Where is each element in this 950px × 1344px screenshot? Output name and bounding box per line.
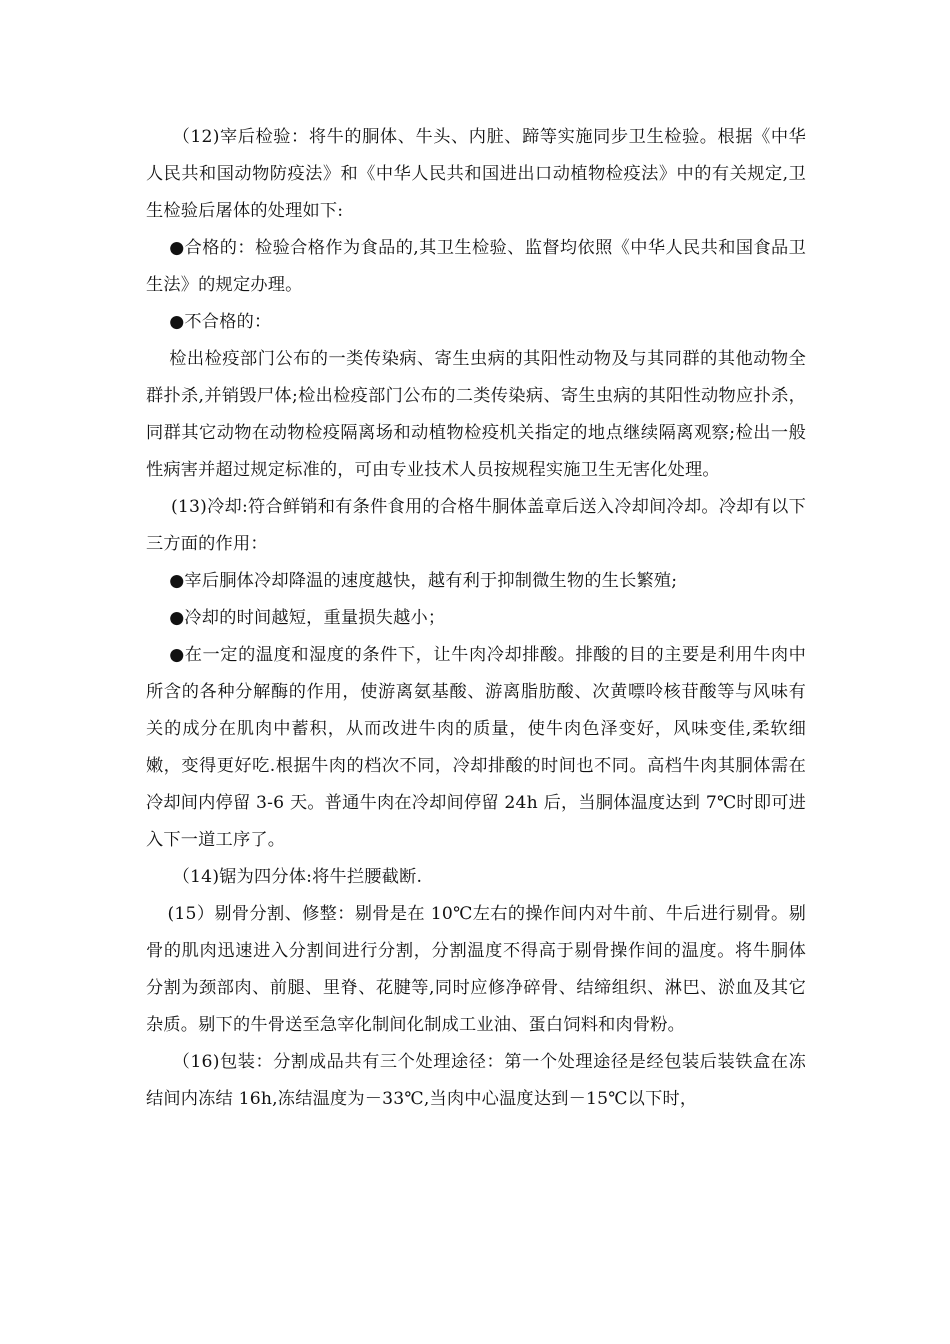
paragraph-unqualified-heading: ●不合格的：: [169, 312, 272, 332]
paragraph-packaging: （16)包装：分割成品共有三个处理途径：第一个处理途径是经包装后装铁盒在冻结间内冻结 16h,冻结温度为－33℃,当肉中心温度达到－15℃以下时，: [146, 1052, 806, 1109]
paragraph-cooling-point-2: ●冷却的时间越短，重量损失越小；: [169, 608, 446, 628]
paragraph-unqualified-handling: 检出检疫部门公布的一类传染病、寄生虫病的其阳性动物及与其同群的其他动物全群扑杀,并销毁尸体;检出检疫部门公布的二类传染病、寄生虫病的其阳性动物应扑杀，同群其它动物在动物检疫隔离场和动植物检疫机关指定的地点继续隔离观察;检出一般性病害并超过规定标准的，可由专业技术人员按规程实施卫生无害化处理。: [146, 349, 806, 480]
paragraph-cooling-point-3: ●在一定的温度和湿度的条件下，让牛肉冷却排酸。排酸的目的主要是利用牛肉中所含的各种分解酶的作用，使游离氨基酸、游离脂肪酸、次黄嘌呤核苷酸等与风味有关的成分在肌肉中蓄积，从而改进牛肉的质量，使牛肉色泽变好，风味变佳,柔软细嫩，变得更好吃.根据牛肉的档次不同，冷却排酸的时间也不同。高档牛肉其胴体需在冷却间内停留 3-6 天。普通牛肉在冷却间停留 24h 后，当胴体温度达到 7℃时即可进入下一道工序了。: [146, 645, 806, 850]
paragraph-deboning: (15）剔骨分割、修整：剔骨是在 10℃左右的操作间内对牛前、牛后进行剔骨。剔骨的肌肉迅速进入分割间进行分割，分割温度不得高于剔骨操作间的温度。将牛胴体分割为颈部肉、前腿、里脊、花腱等,同时应修净碎骨、结缔组织、淋巴、淤血及其它杂质。剔下的牛骨送至急宰化制间化制成工业油、蛋白饲料和肉骨粉。: [146, 904, 806, 1035]
paragraph-cooling: (13)冷却:符合鲜销和有条件食用的合格牛胴体盖章后送入冷却间冷却。冷却有以下三方面的作用：: [146, 497, 806, 554]
paragraph-post-slaughter-inspection: （12)宰后检验：将牛的胴体、牛头、内脏、蹄等实施同步卫生检验。根据《中华人民共和国动物防疫法》和《中华人民共和国进出口动植物检疫法》中的有关规定,卫生检验后屠体的处理如下:: [146, 127, 806, 221]
paragraph-qualified: ●合格的：检验合格作为食品的,其卫生检验、监督均依照《中华人民共和国食品卫生法》的规定办理。: [146, 238, 806, 295]
document-page: [146, 119, 806, 1118]
paragraph-cooling-point-1: ●宰后胴体冷却降温的速度越快，越有利于抑制微生物的生长繁殖;: [169, 571, 678, 591]
paragraph-quartering: （14)锯为四分体:将牛拦腰截断.: [172, 867, 423, 887]
